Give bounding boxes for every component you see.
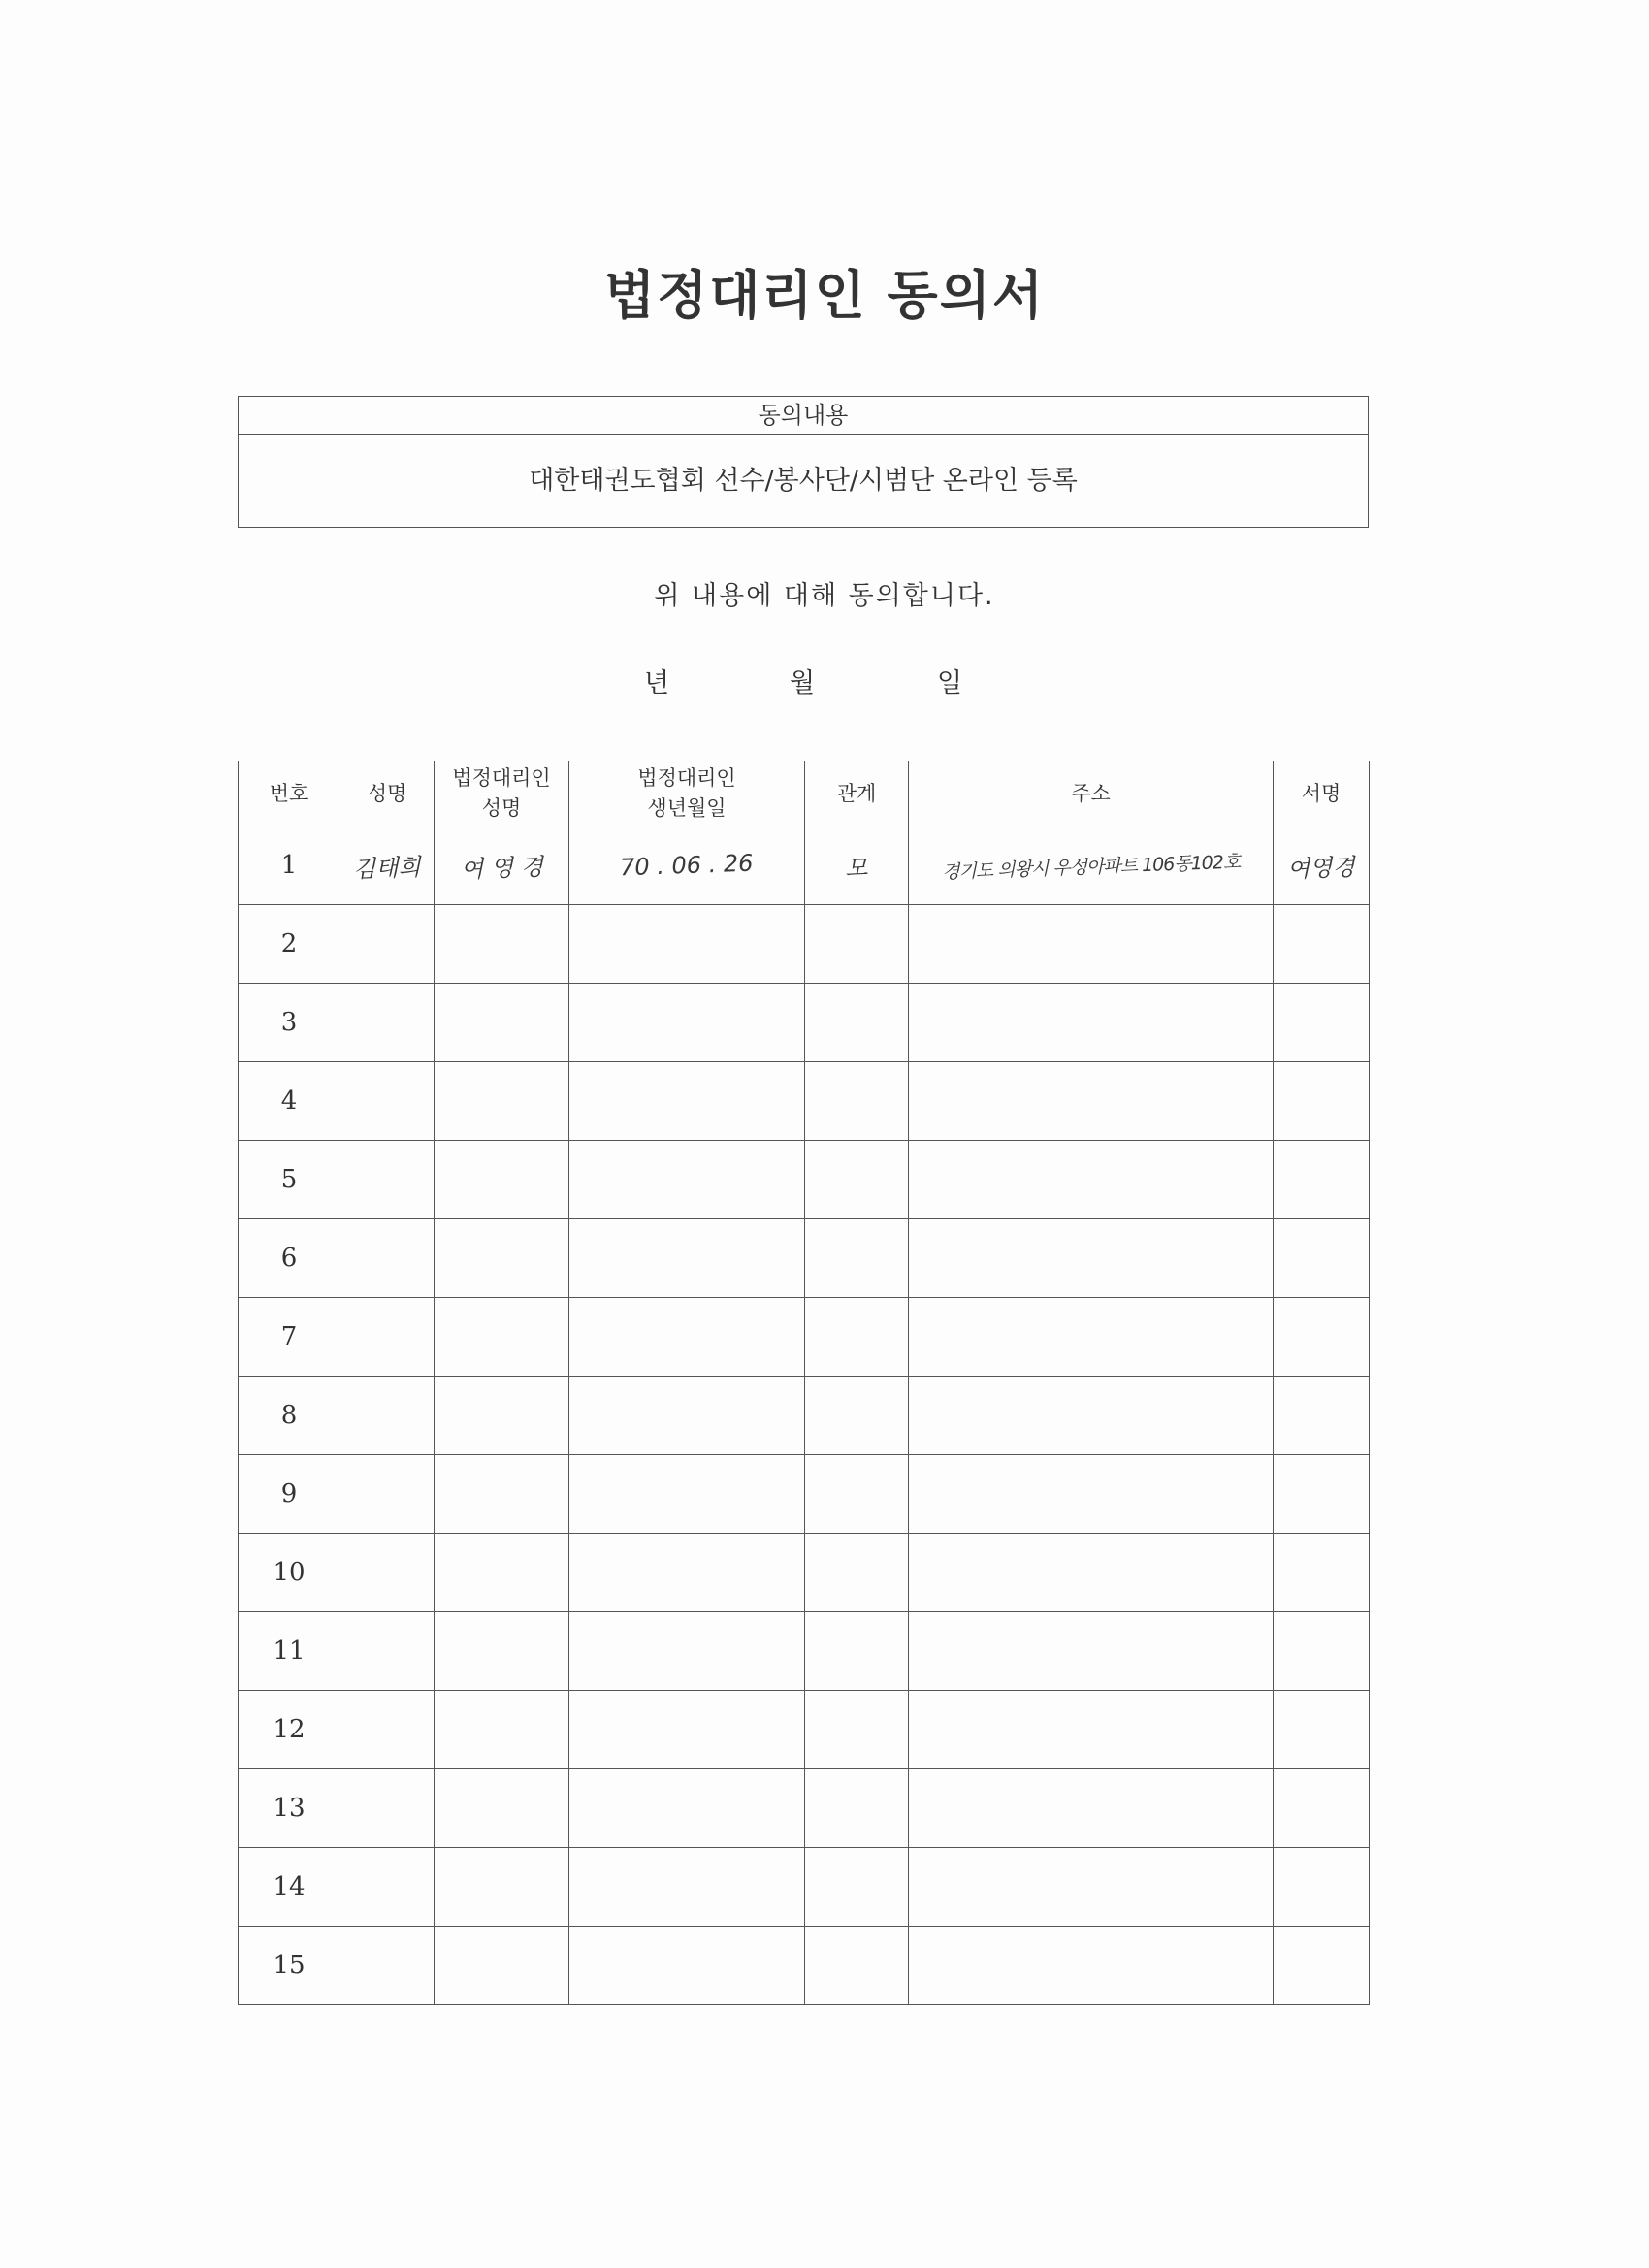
cell-address bbox=[909, 905, 1274, 984]
date-month-label: 월 bbox=[790, 668, 816, 698]
header-guardian-birthdate: 법정대리인 생년월일 bbox=[569, 761, 805, 826]
cell-guardian-name bbox=[435, 905, 569, 984]
table-row bbox=[239, 1848, 1370, 1927]
consent-content: 대한태권도협회 선수/봉사단/시범단 온라인 등록 bbox=[529, 466, 1078, 496]
cell-address bbox=[909, 984, 1274, 1062]
cell-name bbox=[340, 984, 435, 1062]
cell-relation bbox=[805, 1219, 909, 1298]
cell-name bbox=[340, 1769, 435, 1848]
cell-address bbox=[909, 1691, 1274, 1769]
cell-signature bbox=[1274, 1769, 1370, 1848]
cell-address bbox=[909, 1769, 1274, 1848]
cell-address bbox=[909, 1927, 1274, 2005]
cell-guardian-birthdate bbox=[569, 1691, 805, 1769]
cell-name: 김태희 bbox=[340, 826, 435, 905]
cell-relation bbox=[805, 1062, 909, 1141]
cell-signature bbox=[1274, 1612, 1370, 1691]
table-header-row bbox=[239, 761, 1370, 826]
cell-relation bbox=[805, 1141, 909, 1219]
cell-guardian-birthdate bbox=[569, 984, 805, 1062]
cell-signature bbox=[1274, 1927, 1370, 2005]
table-row bbox=[239, 1062, 1370, 1141]
cell-relation bbox=[805, 1298, 909, 1377]
table-row bbox=[239, 1691, 1370, 1769]
date-day-label: 일 bbox=[937, 668, 963, 698]
cell-relation bbox=[805, 1691, 909, 1769]
cell-number: 15 bbox=[239, 1927, 340, 2005]
guardian-consent-table bbox=[238, 761, 1370, 2005]
cell-relation bbox=[805, 1769, 909, 1848]
cell-number: 10 bbox=[239, 1534, 340, 1612]
cell-number: 5 bbox=[239, 1141, 340, 1219]
cell-number: 4 bbox=[239, 1062, 340, 1141]
cell-name bbox=[340, 1298, 435, 1377]
cell-address bbox=[909, 1298, 1274, 1377]
cell-relation bbox=[805, 1848, 909, 1927]
cell-name bbox=[340, 1377, 435, 1455]
cell-guardian-name bbox=[435, 1534, 569, 1612]
cell-guardian-birthdate bbox=[569, 1769, 805, 1848]
agreement-statement: 위 내용에 대해 동의합니다. bbox=[654, 581, 995, 611]
cell-signature bbox=[1274, 905, 1370, 984]
cell-guardian-birthdate bbox=[569, 1927, 805, 2005]
page-title: 법정대리인 동의서 bbox=[603, 265, 1046, 326]
header-signature: 서명 bbox=[1274, 761, 1370, 826]
cell-name bbox=[340, 1534, 435, 1612]
cell-signature bbox=[1274, 1377, 1370, 1455]
cell-signature bbox=[1274, 984, 1370, 1062]
cell-name bbox=[340, 1062, 435, 1141]
cell-guardian-birthdate bbox=[569, 1377, 805, 1455]
table-row bbox=[239, 1377, 1370, 1455]
cell-address bbox=[909, 1534, 1274, 1612]
cell-signature bbox=[1274, 1141, 1370, 1219]
cell-address bbox=[909, 1455, 1274, 1534]
cell-signature bbox=[1274, 1691, 1370, 1769]
cell-number: 13 bbox=[239, 1769, 340, 1848]
cell-number: 14 bbox=[239, 1848, 340, 1927]
table-row bbox=[239, 826, 1370, 905]
cell-number: 11 bbox=[239, 1612, 340, 1691]
cell-signature bbox=[1274, 1298, 1370, 1377]
cell-guardian-birthdate bbox=[569, 1141, 805, 1219]
cell-address: 경기도 의왕시 우성아파트 106동102호 bbox=[909, 826, 1274, 905]
cell-guardian-birthdate bbox=[569, 1612, 805, 1691]
cell-guardian-name bbox=[435, 1927, 569, 2005]
date-year-label: 년 bbox=[644, 668, 670, 698]
cell-name bbox=[340, 1848, 435, 1927]
cell-guardian-birthdate: 70 . 06 . 26 bbox=[569, 826, 805, 905]
table-row bbox=[239, 984, 1370, 1062]
cell-name bbox=[340, 1455, 435, 1534]
cell-guardian-birthdate bbox=[569, 1062, 805, 1141]
cell-relation bbox=[805, 1377, 909, 1455]
header-number: 번호 bbox=[239, 761, 340, 826]
cell-relation bbox=[805, 1927, 909, 2005]
cell-relation bbox=[805, 984, 909, 1062]
cell-guardian-birthdate bbox=[569, 1219, 805, 1298]
cell-name bbox=[340, 1219, 435, 1298]
header-address: 주소 bbox=[909, 761, 1274, 826]
cell-name bbox=[340, 1612, 435, 1691]
cell-guardian-name bbox=[435, 1377, 569, 1455]
cell-number: 9 bbox=[239, 1455, 340, 1534]
cell-number: 12 bbox=[239, 1691, 340, 1769]
cell-signature bbox=[1274, 1062, 1370, 1141]
cell-relation bbox=[805, 1455, 909, 1534]
cell-relation bbox=[805, 905, 909, 984]
table-row bbox=[239, 905, 1370, 984]
cell-name bbox=[340, 1141, 435, 1219]
cell-number: 1 bbox=[239, 826, 340, 905]
cell-guardian-birthdate bbox=[569, 905, 805, 984]
cell-signature bbox=[1274, 1848, 1370, 1927]
cell-address bbox=[909, 1848, 1274, 1927]
cell-guardian-name: 여 영 경 bbox=[435, 826, 569, 905]
cell-number: 7 bbox=[239, 1298, 340, 1377]
cell-number: 2 bbox=[239, 905, 340, 984]
cell-guardian-name bbox=[435, 1219, 569, 1298]
cell-name bbox=[340, 1691, 435, 1769]
table-row bbox=[239, 1141, 1370, 1219]
cell-name bbox=[340, 905, 435, 984]
cell-guardian-name bbox=[435, 984, 569, 1062]
table-row bbox=[239, 1219, 1370, 1298]
header-name: 성명 bbox=[340, 761, 435, 826]
cell-guardian-name bbox=[435, 1769, 569, 1848]
cell-signature bbox=[1274, 1534, 1370, 1612]
cell-guardian-birthdate bbox=[569, 1534, 805, 1612]
table-row bbox=[239, 1455, 1370, 1534]
cell-address bbox=[909, 1219, 1274, 1298]
cell-address bbox=[909, 1141, 1274, 1219]
cell-guardian-name bbox=[435, 1141, 569, 1219]
cell-address bbox=[909, 1062, 1274, 1141]
cell-address bbox=[909, 1377, 1274, 1455]
cell-relation: 모 bbox=[805, 826, 909, 905]
cell-number: 3 bbox=[239, 984, 340, 1062]
cell-number: 6 bbox=[239, 1219, 340, 1298]
header-relation: 관계 bbox=[805, 761, 909, 826]
consent-box bbox=[238, 396, 1369, 528]
cell-guardian-name bbox=[435, 1298, 569, 1377]
cell-name bbox=[340, 1927, 435, 2005]
cell-guardian-name bbox=[435, 1455, 569, 1534]
cell-guardian-birthdate bbox=[569, 1848, 805, 1927]
cell-guardian-birthdate bbox=[569, 1455, 805, 1534]
cell-signature bbox=[1274, 1219, 1370, 1298]
cell-guardian-name bbox=[435, 1691, 569, 1769]
consent-header: 동의내용 bbox=[239, 397, 1368, 435]
cell-guardian-name bbox=[435, 1848, 569, 1927]
table-row bbox=[239, 1769, 1370, 1848]
cell-signature bbox=[1274, 1455, 1370, 1534]
cell-signature: 여영경 bbox=[1274, 826, 1370, 905]
cell-guardian-name bbox=[435, 1612, 569, 1691]
cell-relation bbox=[805, 1612, 909, 1691]
cell-relation bbox=[805, 1534, 909, 1612]
cell-guardian-name bbox=[435, 1062, 569, 1141]
cell-address bbox=[909, 1612, 1274, 1691]
cell-guardian-birthdate bbox=[569, 1298, 805, 1377]
table-row bbox=[239, 1927, 1370, 2005]
table-row bbox=[239, 1534, 1370, 1612]
cell-number: 8 bbox=[239, 1377, 340, 1455]
table-row bbox=[239, 1612, 1370, 1691]
header-guardian-name: 법정대리인 성명 bbox=[435, 761, 569, 826]
table-row bbox=[239, 1298, 1370, 1377]
